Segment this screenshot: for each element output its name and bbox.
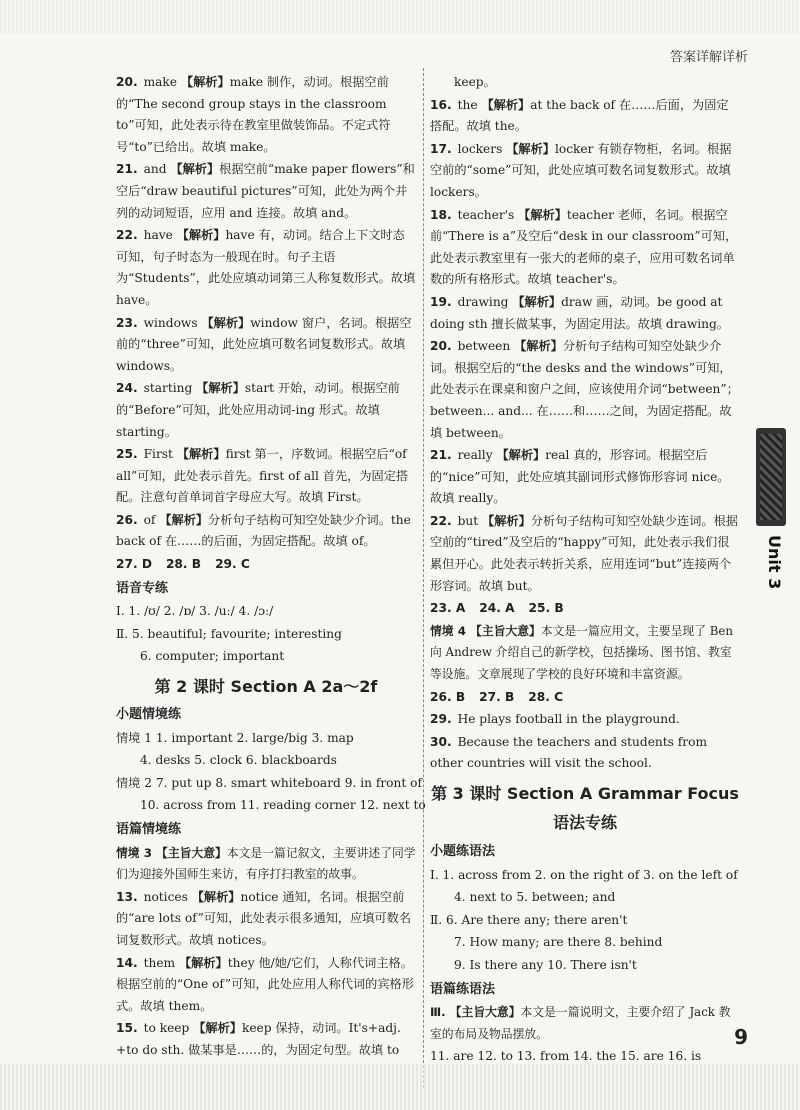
context-4-summary: 情境 4 【主旨大意】本文是一篇应用文，主要呈现了 Ben 向 Andrew 介绍自己的新学校，包括操场、图书馆、教室等设施。文章展现了学校的良好环境和丰富资源。 [430, 623, 733, 682]
phonetics-line-1: Ⅰ. 1. /ʊ/ 2. /ɒ/ 3. /uː/ 4. /ɔː/ [116, 604, 274, 619]
answer-item-21: 21. and 【解析】根据空前“make paper flowers”和空后“draw beautiful pictures”可知，此处为两个并列的动词短语，应用 and 连接。故填 and。 [116, 162, 415, 220]
page-number: 9 [734, 1025, 748, 1049]
answer-item-20: 20. make 【解析】make 制作，动词。根据空前的“The second group stays in the classroom to”可知，此处表示待在教室里做装饰品。不定式符号“to”已给出。故填 make。 [116, 75, 391, 154]
multiple-choice-answers: 27. D 28. B 29. C [116, 557, 250, 572]
page-header-title: 答案详解详析 [669, 50, 748, 65]
phonetics-line-3: 6. computer; important [140, 649, 285, 664]
context-2-line-a: 情境 2 7. put up 8. smart whiteboard 9. in front of [116, 775, 422, 790]
answer-item-14: 14. them 【解析】they 他/她/它们，人称代词主格。根据空前的“One of”可知，此处应用人称代词的宾格形式。故填 them。 [116, 955, 414, 1013]
side-tab-marker [756, 428, 786, 526]
grammar-line-2b: 7. How many; are there 8. behind [454, 935, 663, 950]
context-1-line-a: 情境 1 1. important 2. large/big 3. map [116, 730, 354, 745]
answer-item-29: 29. He plays football in the playground. [430, 712, 680, 727]
answer-item-24: 24. starting 【解析】start 开始，动词。根据空前的“Before”可知，此处应用动词-ing 形式。故填 starting。 [116, 381, 400, 439]
context-2-line-b: 10. across from 11. reading corner 12. next to [140, 798, 426, 813]
answer-item-17: 17. lockers 【解析】locker 有锁存物柜，名词。根据空前的“some”可知，此处应填可数名词复数形式。故填 lockers。 [430, 141, 732, 199]
scan-noise-top [0, 0, 800, 34]
lesson-3-title: 第 3 课时 Section A Grammar Focus [431, 784, 739, 803]
grammar-3-answers: 11. are 12. to 13. from 14. the 15. are 16. is [430, 1049, 702, 1064]
answer-item-16: 16. the 【解析】at the back of 在……后面，为固定搭配。故填 the。 [430, 97, 729, 134]
grammar-line-1a: Ⅰ. 1. across from 2. on the right of 3. on the left of [430, 867, 738, 882]
section-title-passage-context: 语篇情境练 [116, 822, 182, 837]
answer-item-22: 22. have 【解析】have 有，动词。结合上下文时态可知，句子时态为一般现在时。句子主语为“Students”，此处应填动词第三人称复数形式。故填 have。 [116, 228, 416, 307]
answer-item-26: 26. of 【解析】分析句子结构可知空处缺少介词。the back of 在……的后面，为固定搭配。故填 of。 [116, 512, 411, 549]
answer-item-30: 30. Because the teachers and students from other countries will visit the school. [430, 734, 708, 771]
context-3-summary: 情境 3 【主旨大意】本文是一篇记叙文，主要讲述了同学们为迎接外国师生来访，有序打扫教室的故事。 [116, 845, 416, 882]
side-tab-pattern [760, 434, 782, 520]
answer-item-20-right: 20. between 【解析】分析句子结构可知空处缺少介词。根据空后的“the desks and the windows”可知，此处表示在课桌和窗户之间，应该使用介词“between”；between... and... 在……和……之间，为固定搭配。故填 between。 [430, 339, 739, 440]
grammar-line-2c: 9. Is there any 10. There isn't [454, 957, 637, 972]
left-column [116, 72, 426, 1063]
grammar-line-2a: Ⅱ. 6. Are there any; there aren't [430, 912, 628, 927]
answer-item-21-right: 21. really 【解析】real 真的，形容词。根据空后的“nice”可知，此处应填其副词形式修饰形容词 nice。故填 really。 [430, 448, 730, 506]
multiple-choice-answers-1: 23. A 24. A 25. B [430, 601, 564, 616]
right-column [430, 72, 740, 1069]
lesson-2-title: 第 2 课时 Section A 2a～2f [154, 677, 378, 697]
answer-item-15: 15. to keep 【解析】keep 保持，动词。It's+adj. +to do sth. 做某事是……的，为固定句型。故填 to [116, 1021, 401, 1057]
side-unit-label: Unit 3 [765, 535, 784, 590]
scan-noise-bottom [0, 1064, 800, 1110]
section-title-passage-grammar: 语篇练语法 [430, 981, 496, 997]
multiple-choice-answers-2: 26. B 27. B 28. C [430, 689, 564, 704]
context-1-line-b: 4. desks 5. clock 6. blackboards [140, 753, 337, 768]
grammar-line-1b: 4. next to 5. between; and [454, 890, 616, 905]
column-divider [423, 68, 424, 1088]
section-title-phonetics: 语音专练 [116, 580, 169, 596]
lesson-3-subtitle: 语法专练 [552, 813, 617, 832]
section-title-mini-grammar: 小题练语法 [430, 844, 496, 859]
answer-item-22-right: 22. but 【解析】分析句子结构可知空处缺少连词。根据空前的“tired”及空后的“happy”可知，此处表示我们很累但开心。此处表示转折关系，应用连词“but”连接两个形容词。故填 but。 [430, 513, 738, 593]
section-title-mini-context: 小题情境练 [116, 707, 182, 723]
answer-item-18: 18. teacher's 【解析】teacher 老师，名词。根据空前“There is a”及空后“desk in our classroom”可知，此处表示教室里有一张大的老师的桌子，应用可数名词单数的所有格形式。故填 teacher's。 [430, 207, 738, 287]
answer-item-13: 13. notices 【解析】notice 通知，名词。根据空前的“are lots of”可知，此处表示很多通知，应填可数名词复数形式。故填 notices。 [116, 889, 412, 947]
grammar-3-summary: Ⅲ. 【主旨大意】本文是一篇说明文，主要介绍了 Jack 教室的布局及物品摆放。 [430, 1005, 731, 1041]
answer-item-23: 23. windows 【解析】window 窗户，名词。根据空前的“three”可知，此处应填可数名词复数形式。故填 windows。 [116, 315, 412, 373]
phonetics-line-2: Ⅱ. 5. beautiful; favourite; interesting [116, 626, 342, 641]
answer-item-19: 19. drawing 【解析】draw 画，动词。be good at doing sth 擅长做某事，为固定用法。故填 drawing。 [430, 294, 729, 331]
answer-item-15-continued: keep。 [454, 75, 496, 89]
answer-item-25: 25. First 【解析】first 第一，序数词。根据空后“of all”可知，此处表示首先。first of all 首先，为固定搭配。注意句首单词首字母应大写。故填 First。 [116, 447, 409, 505]
